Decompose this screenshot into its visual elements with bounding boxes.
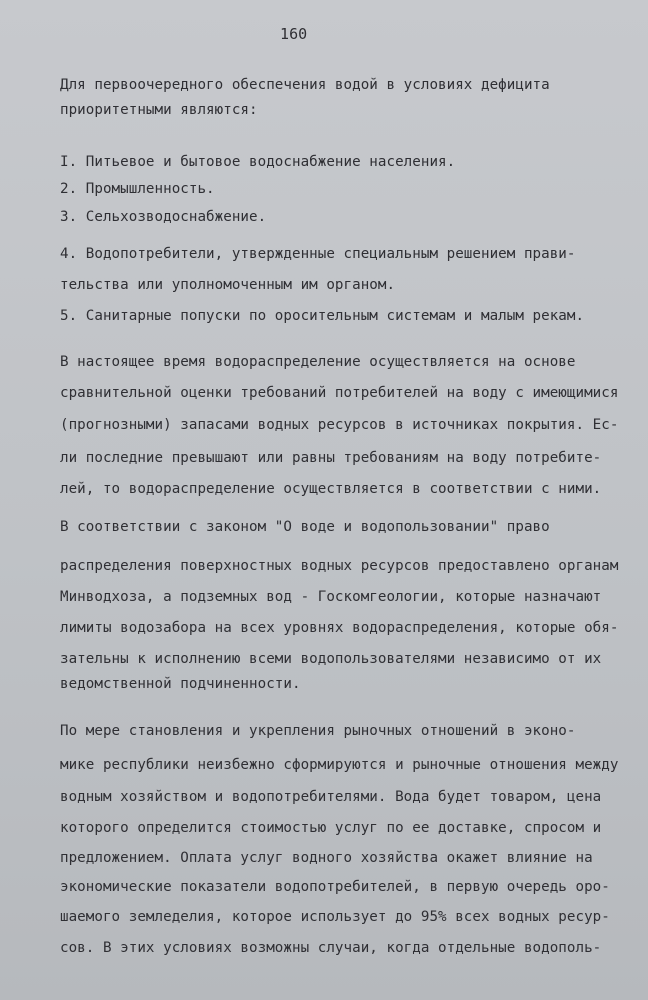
list-item-1: I. Питьевое и бытовое водоснабжение населения. (60, 154, 456, 170)
paragraph-3-line-3: водным хозяйством и водопотребителями. Вода будет товаром, цена (60, 789, 602, 805)
list-item-4-line-2: тельства или уполномоченным им органом. (60, 277, 396, 293)
paragraph-1-line-4: ли последние превышают или равны требованиям на воду потребите- (60, 450, 602, 466)
paragraph-2-line-3: Минводхоза, а подземных вод - Госкомгеологии, которые назначают (60, 589, 602, 605)
paragraph-3-line-8: сов. В этих условиях возможны случаи, когда отдельные водополь- (60, 940, 602, 956)
paragraph-1-line-3: (прогнозными) запасами водных ресурсов в источниках покрытия. Ес- (60, 417, 619, 433)
paragraph-2-line-1: В соответствии с законом "О воде и водопользовании" право (60, 519, 550, 535)
paragraph-3-line-6: экономические показатели водопотребителей, в первую очередь оро- (60, 879, 610, 895)
intro-line-2: приоритетными являются: (60, 102, 258, 118)
list-item-2: 2. Промышленность. (60, 181, 215, 197)
intro-line-1: Для первоочередного обеспечения водой в условиях дефицита (60, 77, 550, 93)
paragraph-3-line-2: мике республики неизбежно сформируются и рыночные отношения между (60, 757, 619, 773)
list-item-5: 5. Санитарные попуски по оросительным системам и малым рекам. (60, 308, 585, 324)
paragraph-1-line-2: сравнительной оценки требований потребителей на воду с имеющимися (60, 385, 619, 401)
list-item-4-line-1: 4. Водопотребители, утвержденные специальным решением прави- (60, 246, 576, 262)
page-number: 160 (280, 25, 308, 43)
list-item-3: 3. Сельхозводоснабжение. (60, 209, 267, 225)
paragraph-3-line-7: шаемого земледелия, которое использует до 95% всех водных ресур- (60, 909, 610, 925)
paragraph-2-line-4: лимиты водозабора на всех уровнях водораспределения, которые обя- (60, 620, 619, 636)
paragraph-3-line-5: предложением. Оплата услуг водного хозяйства окажет влияние на (60, 850, 593, 866)
paragraph-2-line-5: зательны к исполнению всеми водопользователями независимо от их (60, 651, 602, 667)
paragraph-3-line-1: По мере становления и укрепления рыночных отношений в эконо- (60, 723, 576, 739)
paragraph-1-line-1: В настоящее время водораспределение осуществляется на основе (60, 354, 576, 370)
paragraph-1-line-5: лей, то водораспределение осуществляется в соответствии с ними. (60, 481, 602, 497)
paragraph-2-line-2: распределения поверхностных водных ресурсов предоставлено органам (60, 558, 619, 574)
paragraph-2-line-6: ведомственной подчиненности. (60, 676, 301, 692)
paragraph-3-line-4: которого определится стоимостью услуг по ее доставке, спросом и (60, 820, 602, 836)
